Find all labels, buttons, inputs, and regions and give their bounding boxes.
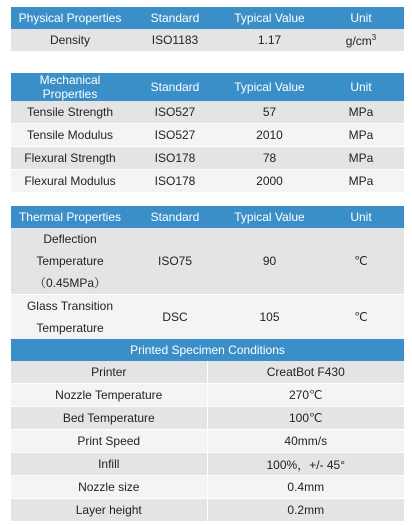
col-header-property: Mechanical Properties xyxy=(11,73,129,101)
property-line: Deflection Temperature xyxy=(36,232,104,268)
unit-cell: MPa xyxy=(318,147,404,170)
col-header-standard: Standard xyxy=(129,206,221,228)
unit-cell: MPa xyxy=(318,101,404,124)
table-header-row xyxy=(11,206,404,228)
condition-label: Nozzle Temperature xyxy=(11,384,207,407)
table-row xyxy=(11,124,404,147)
standard-cell: ISO1183 xyxy=(129,29,221,52)
unit-cell xyxy=(318,29,404,52)
property-line: Glass Transition xyxy=(26,299,114,313)
condition-label: Nozzle size xyxy=(11,476,207,499)
col-header-unit: Unit xyxy=(318,206,404,228)
value-cell: 78 xyxy=(221,147,318,170)
condition-value: 40mm/s xyxy=(207,430,404,453)
condition-value: 100%，+/- 45° xyxy=(207,453,404,476)
standard-cell: ISO178 xyxy=(129,147,221,170)
condition-value: 270℃ xyxy=(207,384,404,407)
condition-label: Bed Temperature xyxy=(11,407,207,430)
conditions-title: Printed Specimen Conditions xyxy=(11,339,404,361)
unit-cell: ℃ xyxy=(318,228,404,295)
standard-cell: ISO527 xyxy=(129,101,221,124)
table-row xyxy=(11,228,404,295)
table-row xyxy=(11,101,404,124)
standard-cell: ISO527 xyxy=(129,124,221,147)
value-cell: 1.17 xyxy=(221,29,318,52)
property-cell: Tensile Modulus xyxy=(11,124,129,147)
table-row xyxy=(11,384,404,407)
table-header-row xyxy=(11,73,404,101)
condition-value: 100℃ xyxy=(207,407,404,430)
unit-superscript: 3 xyxy=(371,32,377,42)
property-cell: Tensile Strength xyxy=(11,101,129,124)
value-cell: 90 xyxy=(221,228,318,295)
property-cell: Density xyxy=(11,29,129,52)
printed-specimen-conditions-table xyxy=(11,339,404,522)
standard-cell: ISO75 xyxy=(129,228,221,295)
col-header-value: Typical Value xyxy=(221,206,318,228)
table-row xyxy=(11,295,404,340)
value-cell: 105 xyxy=(221,295,318,340)
thermal-properties-table xyxy=(11,206,404,340)
property-cell: Flexural Modulus xyxy=(11,170,129,193)
condition-value: 0.4mm xyxy=(207,476,404,499)
col-header-unit: Unit xyxy=(318,7,404,29)
value-cell: 2000 xyxy=(221,170,318,193)
col-header-standard: Standard xyxy=(129,73,221,101)
col-header-property: Physical Properties xyxy=(11,7,129,29)
table-row xyxy=(11,147,404,170)
unit-cell: ℃ xyxy=(318,295,404,340)
property-cell: Flexural Strength xyxy=(11,147,129,170)
condition-label: Layer height xyxy=(11,499,207,522)
col-header-standard: Standard xyxy=(129,7,221,29)
col-header-unit: Unit xyxy=(318,73,404,101)
table-row xyxy=(11,361,404,384)
table-header-row xyxy=(11,339,404,361)
table-row xyxy=(11,407,404,430)
property-line: （0.45MPa） xyxy=(33,276,107,290)
condition-value: 0.2mm xyxy=(207,499,404,522)
standard-cell: DSC xyxy=(129,295,221,340)
standard-cell: ISO178 xyxy=(129,170,221,193)
property-cell xyxy=(11,295,129,340)
unit-cell: MPa xyxy=(318,124,404,147)
table-row xyxy=(11,170,404,193)
unit-base: g/cm xyxy=(345,33,372,48)
mechanical-properties-table xyxy=(11,73,404,193)
col-header-value: Typical Value xyxy=(221,7,318,29)
value-cell: 57 xyxy=(221,101,318,124)
condition-value: CreatBot F430 xyxy=(207,361,404,384)
condition-label: Infill xyxy=(11,453,207,476)
col-header-property: Thermal Properties xyxy=(11,206,129,228)
value-cell: 2010 xyxy=(221,124,318,147)
condition-label: Print Speed xyxy=(11,430,207,453)
unit-cell: MPa xyxy=(318,170,404,193)
table-row xyxy=(11,499,404,522)
table-row xyxy=(11,29,404,52)
property-line: Temperature xyxy=(36,321,104,335)
col-header-value: Typical Value xyxy=(221,73,318,101)
condition-label: Printer xyxy=(11,361,207,384)
physical-properties-table xyxy=(11,7,404,52)
table-row xyxy=(11,430,404,453)
table-header-row xyxy=(11,7,404,29)
table-row xyxy=(11,453,404,476)
property-cell xyxy=(11,228,129,295)
table-row xyxy=(11,476,404,499)
